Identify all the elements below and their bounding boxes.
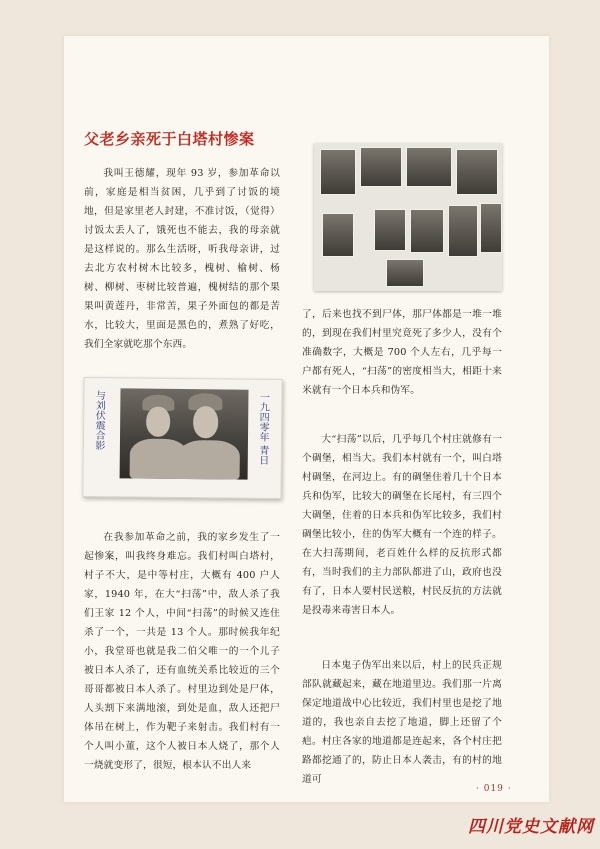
paragraph-4: 大“扫荡”以后，几乎每几个村庄就修有一个碉堡，相当大。我们本村就有一个，叫白塔村碉堡，在河边上。有的碉堡住着几十个日本兵和伪军，比较大的碉堡在长尾村，有三四个大碉堡，住着的日本兵和伪军比较多，我们村碉堡比较小，住的伪军大概有一个连的样子。在大扫荡期间，老百姓什么样的反抗形式都有，当时我们的主力部队都进了山，政府也没有了，日本人要村民送粮，村民反抗的方法就是投毒来毒害日本人。 (302, 434, 502, 616)
album-photo (456, 149, 498, 195)
album-photo (448, 205, 478, 257)
photo-image (120, 388, 249, 479)
album-photo (386, 259, 424, 287)
photo-album-page (314, 143, 502, 291)
article-title: 父老乡亲死于白塔村惨案 (84, 130, 255, 148)
album-photo (480, 203, 502, 253)
album-photo (410, 209, 444, 253)
paragraph-2: 在我参加革命之前，我的家乡发生了一起惨案，叫我终身难忘。我们村叫白塔村，村子不大，是中等村庄，大概有 400 户人家，1940 年，在大“扫荡”中，敌人杀了我们王家 12 个人，中间“扫荡”的时候又连住杀了一个，一共是 13 个人。那时候我年纪小，我堂哥也就是我二伯父唯一的一个儿子被日本人杀了，还有血统关系比较近的三个哥哥都被日本人杀了。村里边到处是尸体，人头割下来满地滚，到处是血，敌人还把尸体吊在树上，作为靶子来射击。我们村有一个人叫小董，这个人被日本人烧了，那个人一烧就变形了，很短，根本认不出人来 (84, 532, 280, 771)
paragraph-1: 我叫王德耀，现年 93 岁，参加革命以前，家庭是相当贫困，几乎到了讨饭的境地，但是家里老人封建，不准讨饭，（觉得）讨饭太丢人了，饿死也不能去，我的母亲就是这样说的。那么生活呀，听我母亲讲，过去北方农村树木比较多，槐树、榆树、杨树、柳树、枣树比较普遍，槐树结的那个果果叫黄莲丹，非常苦，果子外面包的都是苦水，比较大，里面是黑色的，煮熟了好吃，我们全家就吃那个东西。 (84, 168, 280, 350)
soldier-face-left (146, 407, 170, 437)
paragraph-3: 了，后来也找不到尸体，那尸体都是一堆一堆的，到现在我们村里究竟死了多少人，没有个准确数字，大概是 700 个人左右，几乎每一户都有死人，“扫荡”的密度相当大，相距十来米就有一个日本兵和伪军。 (302, 309, 502, 396)
album-photo (374, 209, 406, 251)
soldier-body-right (178, 440, 240, 480)
brand-logo-text: 四川党史文献网 (468, 817, 594, 837)
photo-handwriting-right: 一九四零年 青日 (256, 391, 269, 466)
album-photo (360, 147, 402, 187)
album-photo (322, 213, 354, 257)
album-photo (320, 149, 356, 195)
paragraph-5: 日本鬼子伪军出来以后，村上的民兵正规部队就藏起来，藏在地道里边。我们那一片离保定地道战中心比较近，我们村里也是挖了地道的，我也亲自去挖了地道，脚上还留了个疤。村庄各家的地道都是连起来，各个村庄把路都挖通了的，防止日本人袭击，有的村的地道可 (302, 660, 502, 785)
page-number: · 019 · (476, 784, 512, 794)
photo-handwriting-left: 与刘伏震合影 (92, 390, 105, 451)
soldier-face-right (193, 406, 218, 438)
photo-two-soldiers (82, 377, 282, 499)
album-photo (406, 147, 452, 187)
